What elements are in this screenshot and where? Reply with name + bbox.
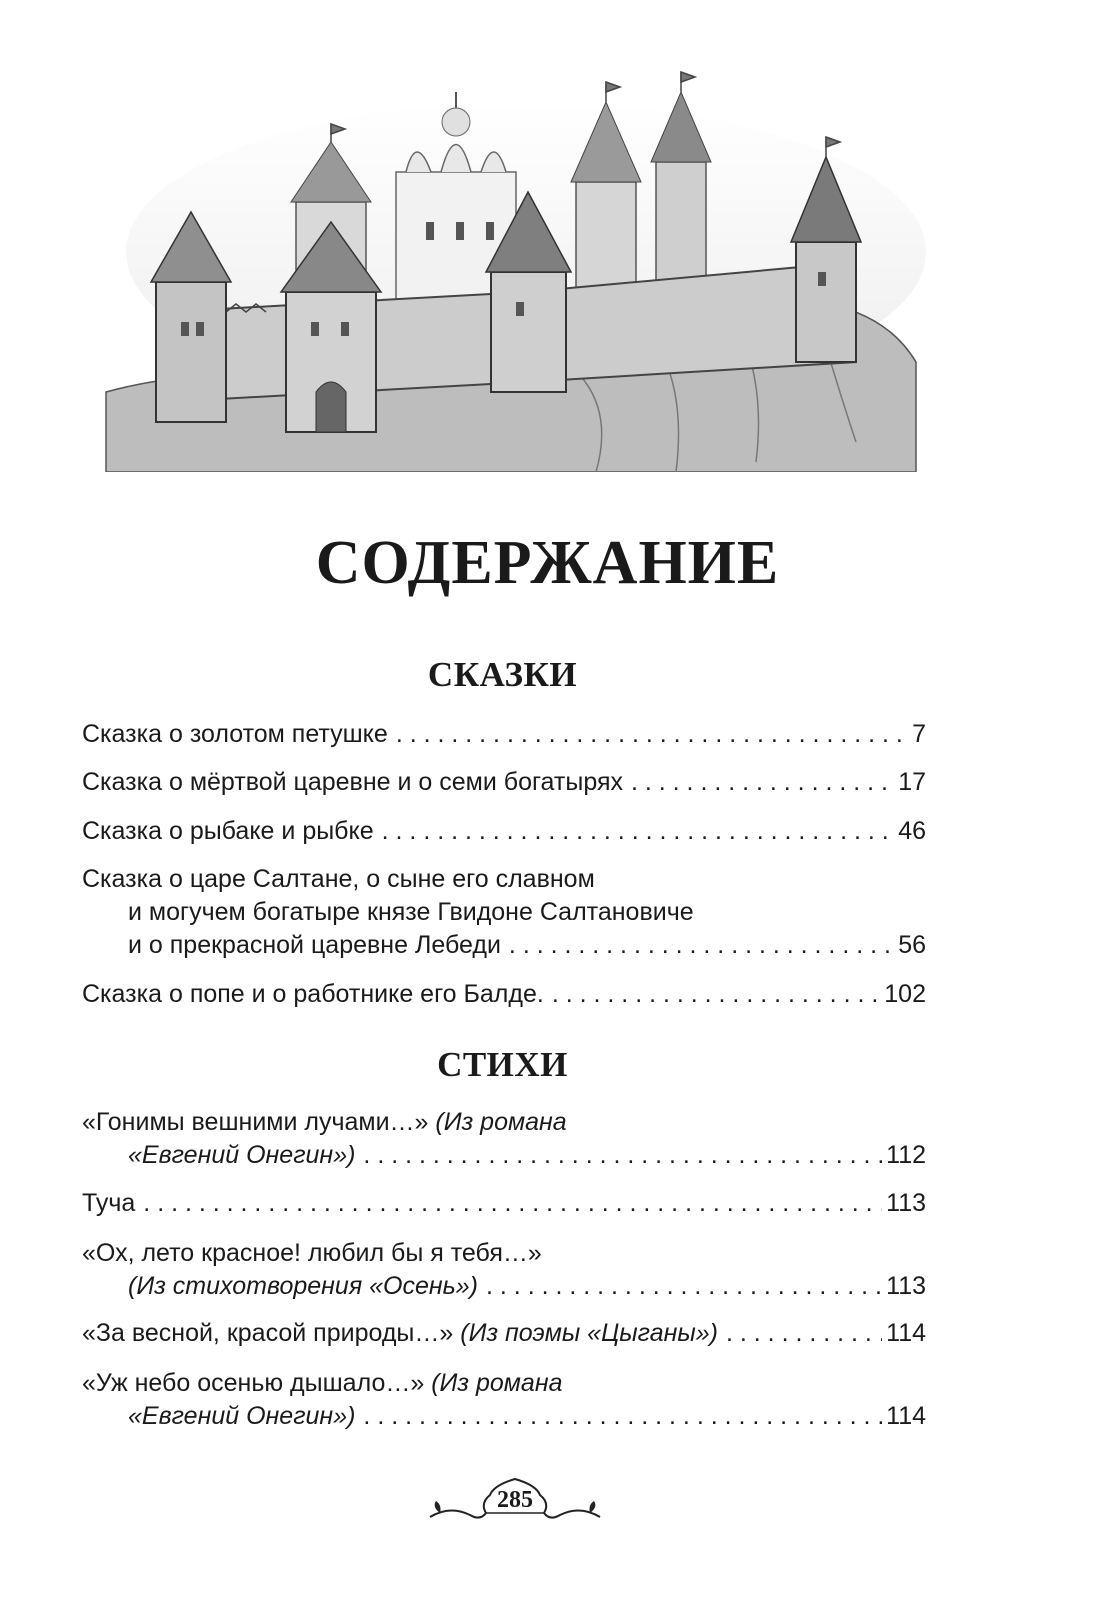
toc-entry[interactable] (82, 1317, 926, 1350)
leader-dots (143, 1187, 882, 1220)
entry-page: 7 (912, 720, 926, 748)
leader-dots (552, 978, 880, 1011)
toc-entry[interactable] (82, 718, 926, 751)
leader-dots (382, 815, 895, 848)
toc-entry[interactable] (82, 978, 926, 1011)
entry-title-line: «Ох, лето красное! любил бы я тебя…» (82, 1239, 542, 1267)
toc-entry[interactable] (82, 1106, 926, 1172)
entry-title-line: Сказка о царе Салтане, о сыне его славном (82, 865, 595, 893)
toc-entry[interactable] (82, 766, 926, 799)
toc-entry[interactable] (82, 1187, 926, 1220)
page-footer (420, 1465, 610, 1535)
entry-title: Сказка о мёртвой царевне и о семи богатырях (82, 768, 623, 796)
entry-page: 112 (886, 1141, 926, 1169)
page-title: СОДЕРЖАНИЕ (315, 529, 780, 597)
entry-source: (Из стихотворения «Осень») (128, 1272, 479, 1300)
entry-title-line: и о прекрасной царевне Лебеди (128, 931, 501, 959)
section-heading-poems: СТИХИ (437, 1045, 568, 1084)
section-heading-tales: СКАЗКИ (427, 655, 578, 694)
entry-page: 56 (898, 931, 926, 959)
toc-entry[interactable] (82, 863, 926, 962)
kremlin-illustration (96, 62, 926, 472)
leader-dots (486, 1270, 882, 1303)
leader-dots (726, 1317, 882, 1350)
entry-page: 114 (886, 1402, 926, 1430)
entry-page: 46 (898, 817, 926, 845)
entry-page: 113 (886, 1189, 926, 1217)
leader-dots (509, 929, 894, 962)
entry-title: Сказка о попе и о работнике его Балде. (82, 980, 544, 1008)
leader-dots (363, 1139, 882, 1172)
leader-dots (396, 718, 908, 751)
entry-source: (Из романа (431, 1369, 563, 1397)
entry-title: Сказка о золотом петушке (82, 720, 388, 748)
leader-dots (363, 1400, 882, 1433)
entry-page: 114 (886, 1319, 926, 1347)
entry-page: 17 (898, 768, 926, 796)
toc-entry[interactable] (82, 815, 926, 848)
entry-source: «Евгений Онегин») (128, 1141, 356, 1169)
entry-source: «Евгений Онегин») (128, 1402, 356, 1430)
entry-title-line: и могучем богатыре князе Гвидоне Салтановиче (128, 898, 694, 926)
leader-dots (631, 766, 894, 799)
page-number: 285 (497, 1487, 533, 1513)
toc-entry[interactable] (82, 1237, 926, 1303)
entry-page: 102 (884, 980, 926, 1008)
entry-title-line: «Гонимы вешними лучами…» (82, 1108, 429, 1136)
entry-title: Туча (82, 1189, 136, 1217)
entry-page: 113 (886, 1272, 926, 1300)
entry-title: «За весной, красой природы…» (82, 1319, 454, 1347)
entry-title: Сказка о рыбаке и рыбке (82, 817, 374, 845)
entry-source: (Из поэмы «Цыганы») (460, 1319, 718, 1347)
entry-source: (Из романа (435, 1108, 567, 1136)
entry-title-line: «Уж небо осенью дышало…» (82, 1369, 425, 1397)
toc-entry[interactable] (82, 1367, 926, 1433)
